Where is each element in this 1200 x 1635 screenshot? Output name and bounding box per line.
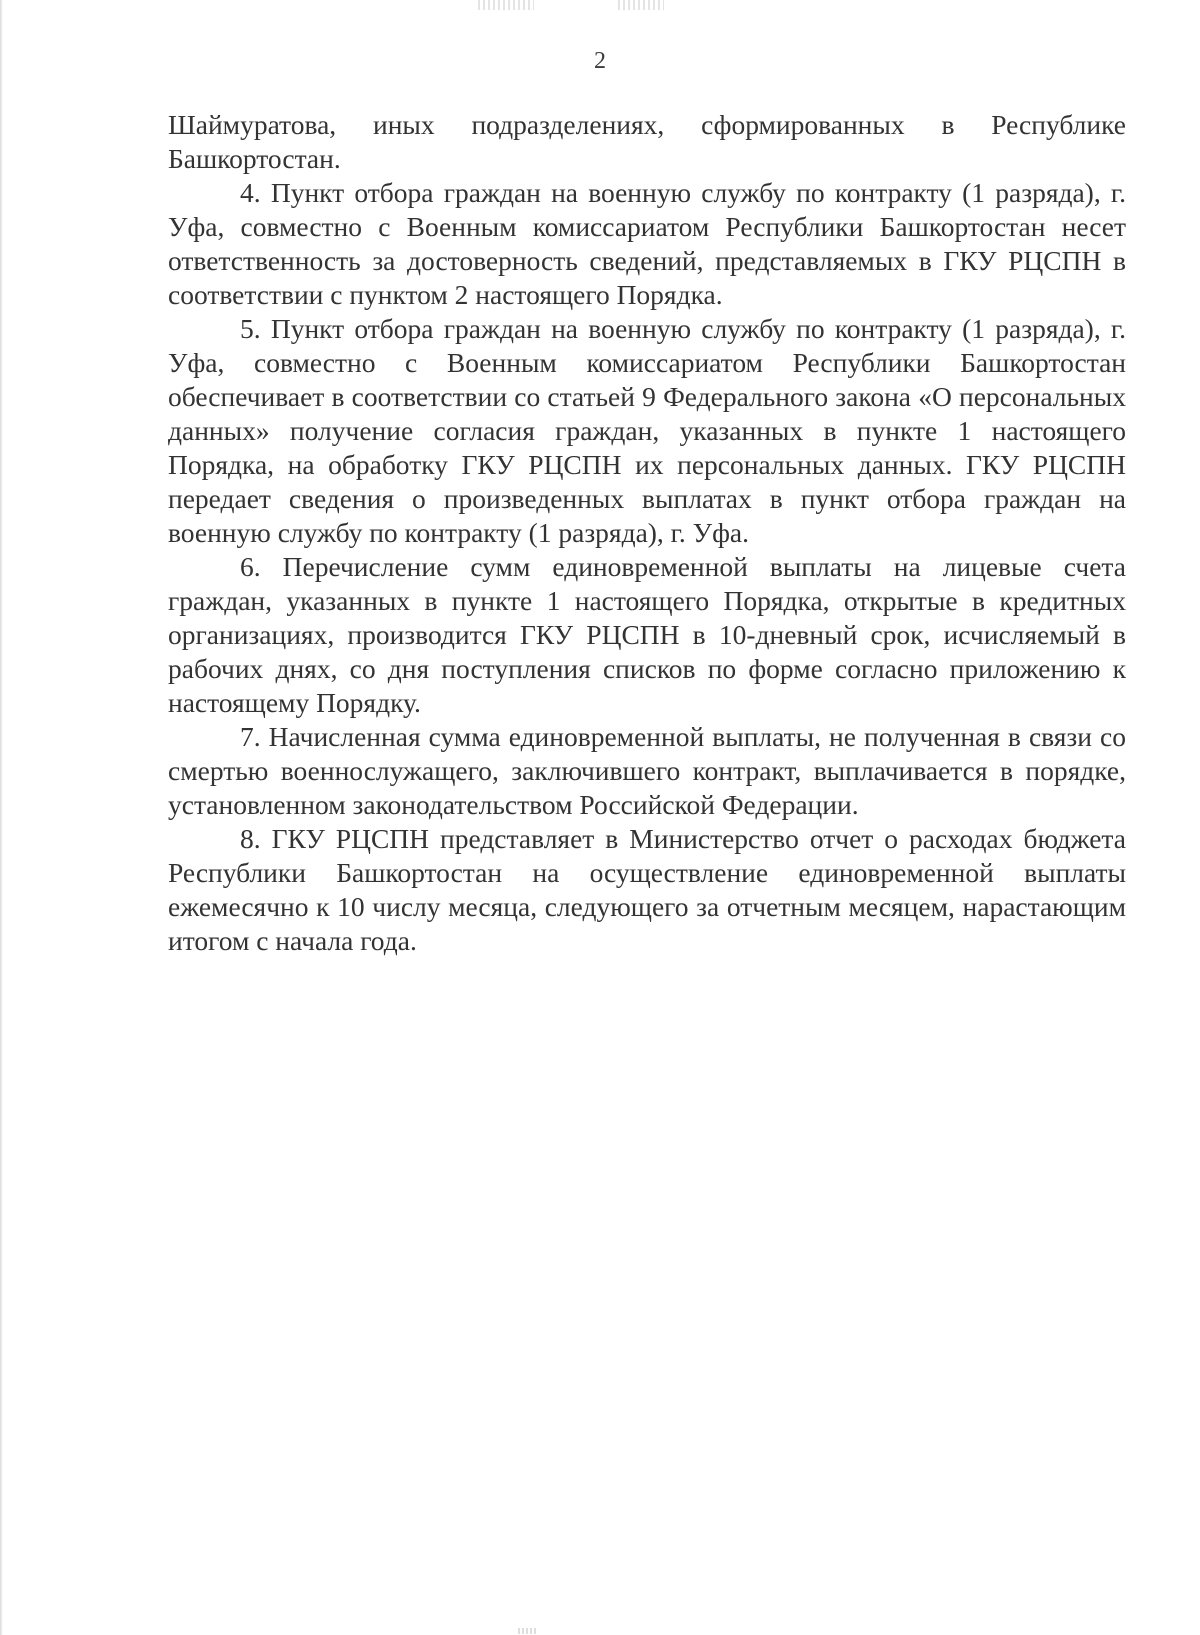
paragraph-4: 4. Пункт отбора граждан на военную службу по контракту (1 разряда), г. Уфа, совместно с Военным комиссариатом Республики Башкортостан несет ответственность за достоверность сведений, представляемых в ГКУ РЦСПН в соответствии с пунктом 2 настоящего Порядка. xyxy=(168,177,1126,310)
scan-left-edge xyxy=(0,0,3,1635)
paragraph-5: 5. Пункт отбора граждан на военную службу по контракту (1 разряда), г. Уфа, совместно с Военным комиссариатом Республики Башкортостан обеспечивает в соответствии со статьей 9 Федерального закона «О персональных данных» получение согласия граждан, указанных в пункте 1 настоящего Порядка, на обработку ГКУ РЦСПН их персональных данных. ГКУ РЦСПН передает сведения о произведенных выплатах в пункт отбора граждан на военную службу по контракту (1 разряда), г. Уфа. xyxy=(168,313,1126,548)
scan-artifact-top-right xyxy=(618,0,664,10)
paragraph-7: 7. Начисленная сумма единовременной выплаты, не полученная в связи со смертью военнослужащего, заключившего контракт, выплачивается в порядке, установленном законодательством Российской Федерации. xyxy=(168,721,1126,820)
paragraph-6: 6. Перечисление сумм единовременной выплаты на лицевые счета граждан, указанных в пункте 1 настоящего Порядка, открытые в кредитных организациях, производится ГКУ РЦСПН в 10-дневный срок, исчисляемый в рабочих днях, со дня поступления списков по форме согласно приложению к настоящему Порядку. xyxy=(168,551,1126,718)
paragraph-continuation: Шаймуратова, иных подразделениях, сформированных в Республике Башкортостан. xyxy=(168,109,1126,174)
page-number: 2 xyxy=(594,48,606,74)
scan-artifact-bottom xyxy=(518,1628,536,1634)
scan-artifact-top-left xyxy=(478,0,534,10)
paragraph-8: 8. ГКУ РЦСПН представляет в Министерство отчет о расходах бюджета Республики Башкортостан на осуществление единовременной выплаты ежемесячно к 10 числу месяца, следующего за отчетным месяцем, нарастающим итогом с начала года. xyxy=(168,823,1126,956)
document-body xyxy=(168,108,1126,958)
